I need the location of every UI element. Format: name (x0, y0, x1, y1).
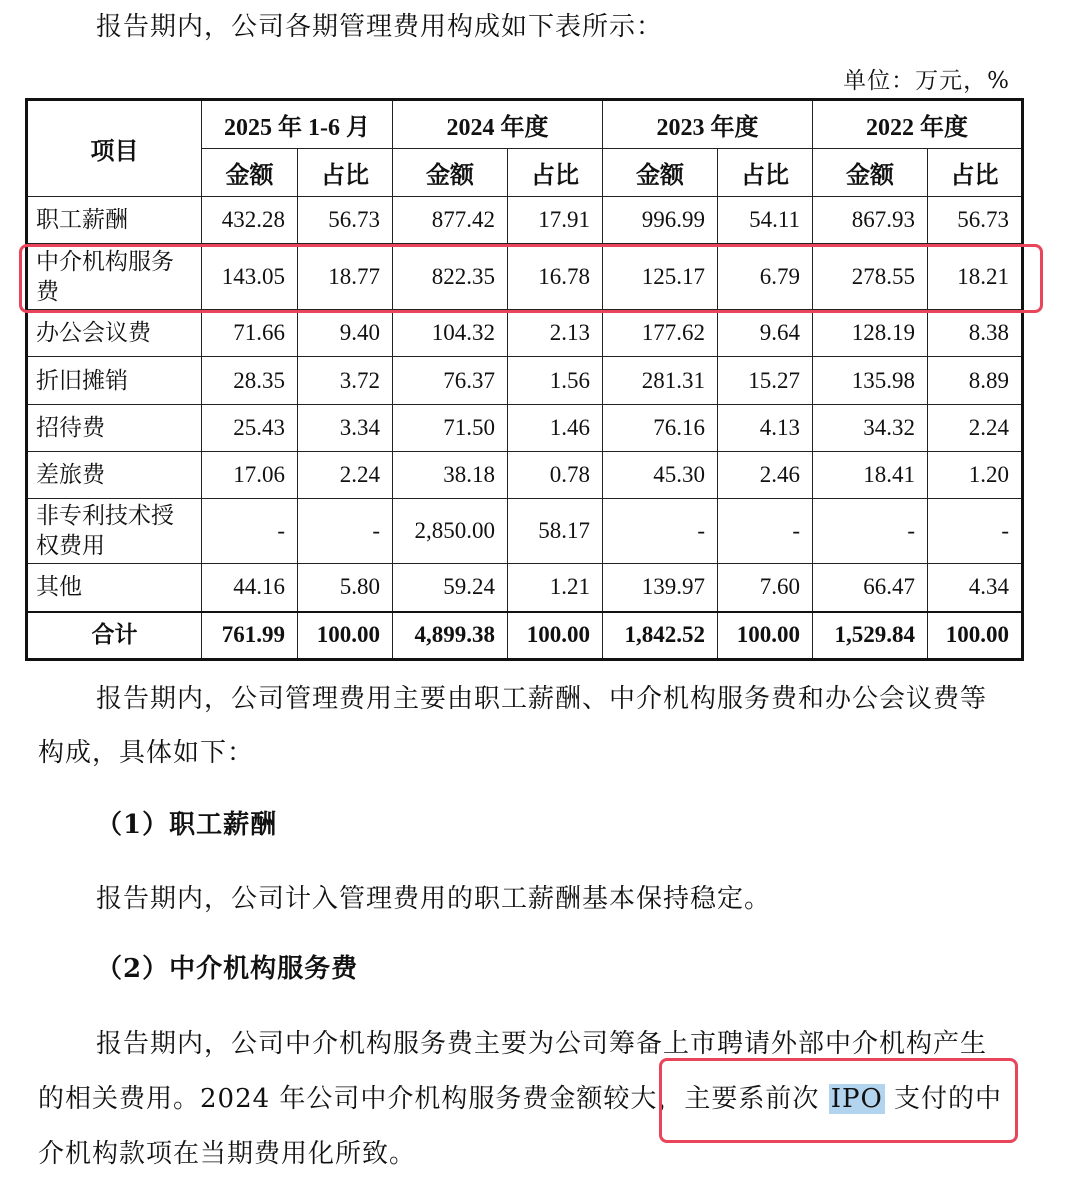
total-ratio: 100.00 (928, 612, 1023, 660)
cell-ratio: 56.73 (298, 197, 393, 244)
cell-ratio: 1.46 (508, 405, 603, 452)
row-label: 招待费 (27, 405, 202, 452)
cell-ratio: 2.46 (718, 452, 813, 499)
row-label: 办公会议费 (27, 310, 202, 357)
cell-ratio: 58.17 (508, 499, 603, 564)
cell-ratio: - (718, 499, 813, 564)
header-period: 2023 年度 (603, 100, 813, 149)
total-amount: 1,529.84 (813, 612, 928, 660)
paragraph-line: 报告期内，公司管理费用主要由职工薪酬、中介机构服务费和办公会议费等 (96, 684, 988, 714)
paragraph-salary: 报告期内，公司计入管理费用的职工薪酬基本保持稳定。 (96, 884, 772, 914)
cell-amount: 44.16 (202, 564, 298, 612)
header-amount: 金额 (603, 149, 718, 197)
row-label: 中介机构服务费 (27, 244, 202, 310)
table-row (27, 564, 1023, 612)
table-row (27, 310, 1023, 357)
cell-amount: 59.24 (393, 564, 508, 612)
row-label: 职工薪酬 (27, 197, 202, 244)
paragraph-line: 介机构款项在当期费用化所致。 (38, 1139, 417, 1169)
total-amount: 1,842.52 (603, 612, 718, 660)
cell-ratio: 2.24 (298, 452, 393, 499)
total-ratio: 100.00 (718, 612, 813, 660)
cell-ratio: 16.78 (508, 244, 603, 310)
cell-ratio: 7.60 (718, 564, 813, 612)
header-item: 项目 (27, 100, 202, 197)
cell-amount: 281.31 (603, 357, 718, 405)
cell-ratio: 3.72 (298, 357, 393, 405)
cell-amount: - (202, 499, 298, 564)
table-row (27, 499, 1023, 564)
cell-ratio: 8.89 (928, 357, 1023, 405)
cell-amount: 104.32 (393, 310, 508, 357)
cell-amount: 139.97 (603, 564, 718, 612)
total-amount: 761.99 (202, 612, 298, 660)
cell-ratio: 9.64 (718, 310, 813, 357)
total-ratio: 100.00 (508, 612, 603, 660)
cell-amount: 66.47 (813, 564, 928, 612)
cell-amount: 135.98 (813, 357, 928, 405)
cell-ratio: 54.11 (718, 197, 813, 244)
cell-amount: 143.05 (202, 244, 298, 310)
cell-amount: 177.62 (603, 310, 718, 357)
cell-ratio: 4.34 (928, 564, 1023, 612)
cell-amount: 17.06 (202, 452, 298, 499)
total-ratio: 100.00 (298, 612, 393, 660)
row-label: 非专利技术授权费用 (27, 499, 202, 564)
cell-amount: 28.35 (202, 357, 298, 405)
cell-ratio: 15.27 (718, 357, 813, 405)
cell-ratio: 56.73 (928, 197, 1023, 244)
cell-amount: 2,850.00 (393, 499, 508, 564)
row-label: 差旅费 (27, 452, 202, 499)
table-row (27, 452, 1023, 499)
cell-ratio: 18.77 (298, 244, 393, 310)
header-ratio: 占比 (508, 149, 603, 197)
cell-amount: 25.43 (202, 405, 298, 452)
cell-ratio: 1.21 (508, 564, 603, 612)
header-amount: 金额 (393, 149, 508, 197)
header-ratio: 占比 (718, 149, 813, 197)
cell-amount: 432.28 (202, 197, 298, 244)
cell-ratio: 17.91 (508, 197, 603, 244)
cell-amount: 76.16 (603, 405, 718, 452)
cell-ratio: 18.21 (928, 244, 1023, 310)
unit-label: 单位：万元，% (843, 68, 1010, 94)
cell-ratio: 0.78 (508, 452, 603, 499)
highlight-box-agency-row (19, 244, 1043, 313)
cell-amount: 76.37 (393, 357, 508, 405)
section-heading-agency: （2）中介机构服务费 (96, 954, 359, 984)
admin-expense-table (25, 98, 1024, 661)
header-amount: 金额 (202, 149, 298, 197)
cell-ratio: - (928, 499, 1023, 564)
cell-amount: 45.30 (603, 452, 718, 499)
paragraph-line: 构成，具体如下： (38, 738, 255, 768)
text-segment: 支付的中 (884, 1084, 1003, 1114)
cell-amount: 278.55 (813, 244, 928, 310)
header-period: 2025 年 1-6 月 (202, 100, 393, 149)
cell-ratio: 2.13 (508, 310, 603, 357)
row-label: 折旧摊销 (27, 357, 202, 405)
section-heading-salary: （1）职工薪酬 (96, 810, 278, 840)
header-period: 2022 年度 (813, 100, 1023, 149)
row-label: 其他 (27, 564, 202, 612)
cell-amount: 125.17 (603, 244, 718, 310)
cell-ratio: - (298, 499, 393, 564)
cell-amount: - (603, 499, 718, 564)
cell-amount: 71.50 (393, 405, 508, 452)
intro-text: 报告期内，公司各期管理费用构成如下表所示： (96, 12, 664, 42)
total-amount: 4,899.38 (393, 612, 508, 660)
cell-amount: 822.35 (393, 244, 508, 310)
header-period: 2024 年度 (393, 100, 603, 149)
highlighted-ipo-text: IPO (830, 1084, 883, 1114)
cell-amount: 128.19 (813, 310, 928, 357)
cell-ratio: 9.40 (298, 310, 393, 357)
cell-amount: 71.66 (202, 310, 298, 357)
paragraph-composition (38, 672, 1028, 780)
table-row (27, 405, 1023, 452)
total-row (27, 612, 1023, 660)
table-row (27, 197, 1023, 244)
cell-ratio: 3.34 (298, 405, 393, 452)
cell-amount: 877.42 (393, 197, 508, 244)
header-amount: 金额 (813, 149, 928, 197)
total-label: 合计 (27, 612, 202, 660)
cell-amount: 38.18 (393, 452, 508, 499)
cell-ratio: 2.24 (928, 405, 1023, 452)
cell-ratio: 6.79 (718, 244, 813, 310)
cell-ratio: 1.20 (928, 452, 1023, 499)
header-ratio: 占比 (298, 149, 393, 197)
cell-ratio: 4.13 (718, 405, 813, 452)
cell-amount: - (813, 499, 928, 564)
highlight-box-ipo-text (659, 1058, 1018, 1143)
header-ratio: 占比 (928, 149, 1023, 197)
table-row (27, 357, 1023, 405)
cell-ratio: 5.80 (298, 564, 393, 612)
text-segment: 的相关费用。2024 年公司中介机构服务费金额较大，主要系前次 (38, 1084, 829, 1114)
cell-amount: 996.99 (603, 197, 718, 244)
cell-amount: 18.41 (813, 452, 928, 499)
cell-amount: 34.32 (813, 405, 928, 452)
paragraph-line: 报告期内，公司中介机构服务费主要为公司筹备上市聘请外部中介机构产生 (96, 1029, 988, 1059)
cell-amount: 867.93 (813, 197, 928, 244)
cell-ratio: 8.38 (928, 310, 1023, 357)
cell-ratio: 1.56 (508, 357, 603, 405)
